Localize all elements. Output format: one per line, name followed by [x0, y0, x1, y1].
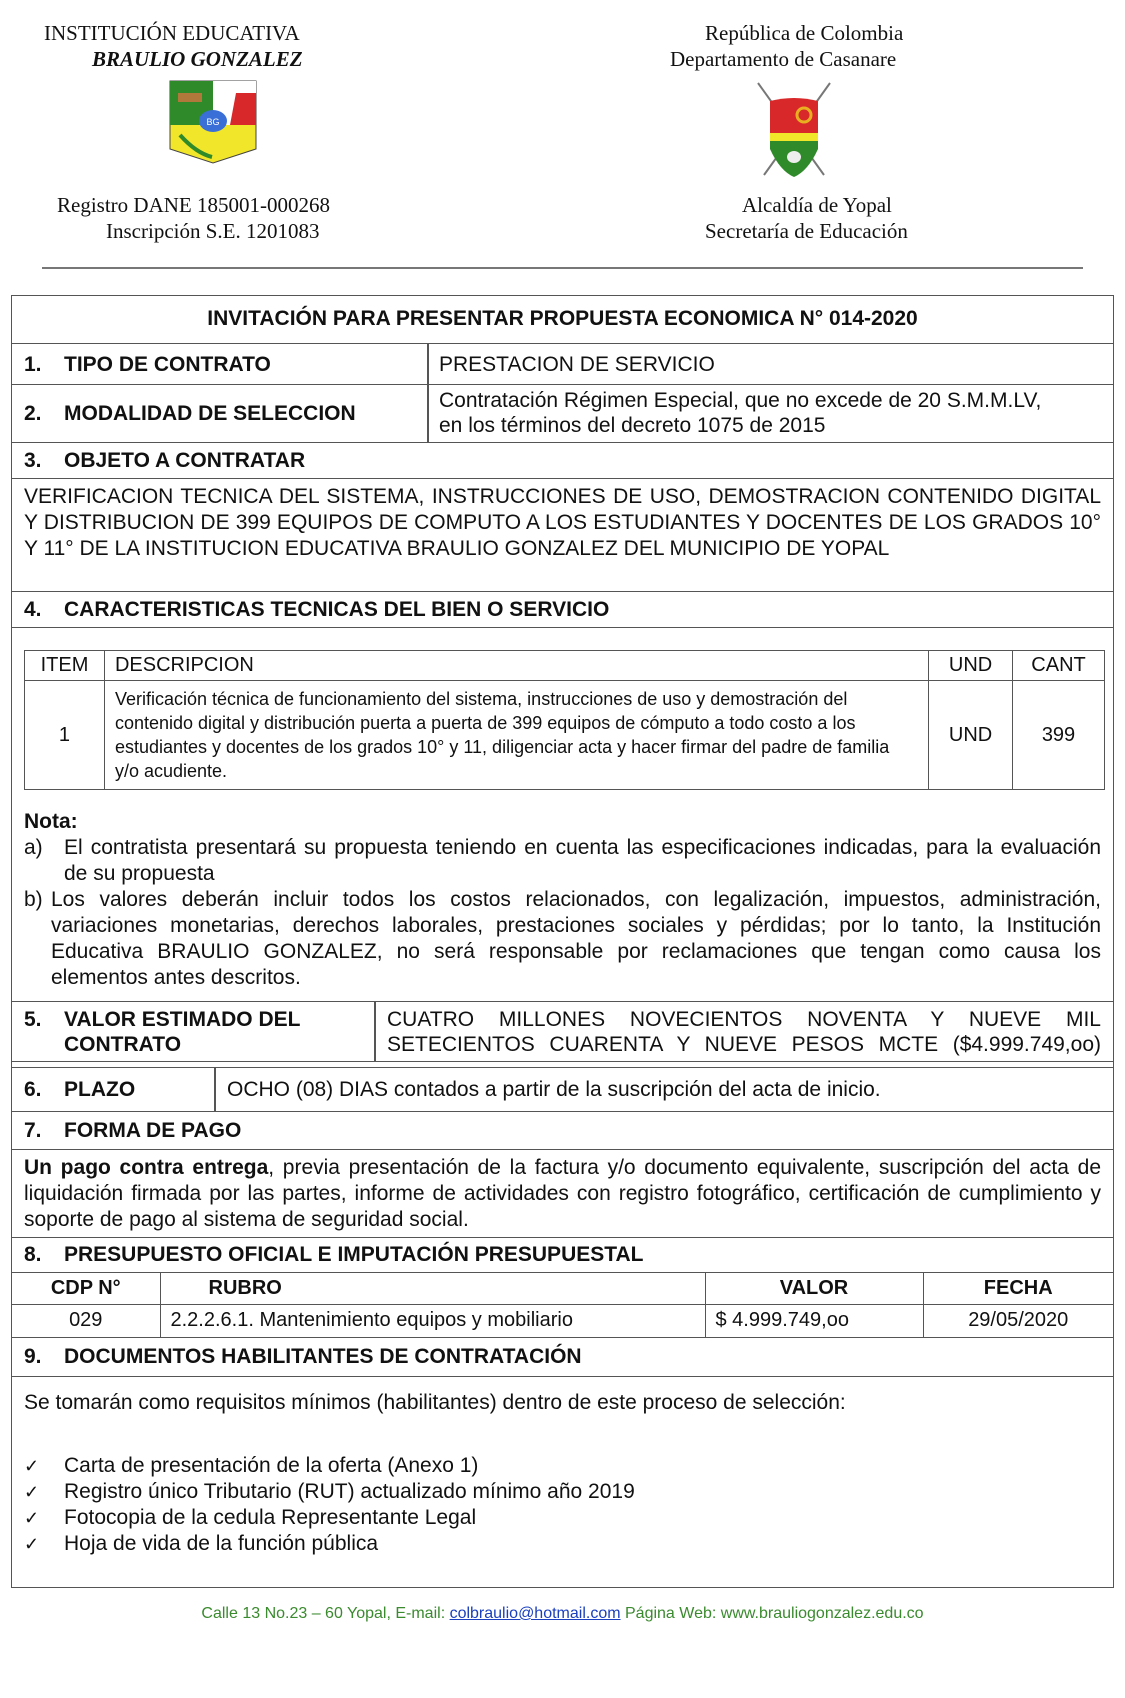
list-item: ✓ Hoja de vida de la función pública [24, 1532, 379, 1555]
objeto-text: VERIFICACION TECNICA DEL SISTEMA, INSTRUCCIONES DE USO, DEMOSTRACION CONTENIDO DIGITAL Y DISTRIBUCION DE 399 EQUIPOS DE COMPUTO A LOS ESTUDIANTES Y DOCENTES DE LOS GRADOS 10° Y 11° DE LA INSTITUCION EDUCATIVA BRAULIO GONZALEZ DEL MUNICIPIO DE YOPAL [24, 485, 1101, 560]
budget-table [12, 1272, 1113, 1337]
section-forma-pago [12, 1112, 1113, 1150]
government-header [670, 20, 940, 243]
valor: $ 4.999.749,oo [705, 1305, 923, 1337]
section-label: 8. PRESUPUESTO OFICIAL E IMPUTACIÓN PRESUPUESTAL [24, 1243, 644, 1266]
section-tipo-contrato [12, 344, 1113, 385]
section-caracteristicas [12, 592, 1113, 628]
item-description: Verificación técnica de funcionamiento del sistema, instrucciones de uso y demostración del contenido digital y distribución puerta a puerta de 399 equipos de cómputo a todo costo a los estudiantes y docentes de los grados 10° y 11, diligenciar acta y hacer firmar del padre de familia y/o acudiente. [104, 681, 928, 790]
item-unit: UND [929, 681, 1013, 790]
section-label: 5. VALOR ESTIMADO DEL CONTRATO [24, 1008, 301, 1056]
section-plazo [12, 1068, 1113, 1112]
institution-type: INSTITUCIÓN EDUCATIVA [44, 21, 300, 45]
fecha: 29/05/2020 [923, 1305, 1113, 1337]
footer-address: Calle 13 No.23 – 60 Yopal, E-mail: [201, 1605, 450, 1622]
tipo-contrato-value: PRESTACION DE SERVICIO [439, 353, 715, 376]
documentos-checklist [24, 1453, 635, 1557]
header-divider [42, 267, 1083, 269]
note-title: Nota: [24, 810, 78, 833]
invitation-form [11, 295, 1114, 1588]
check-icon: ✓ [24, 1534, 40, 1554]
budget-table-header: CDP N° RUBRO VALOR FECHA [12, 1273, 1113, 1305]
list-item: ✓ Carta de presentación de la oferta (Anexo 1) [24, 1454, 479, 1477]
valor-estimado-value: CUATRO MILLONES NOVECIENTOS NOVENTA Y NUEVE MIL SETECIENTOS CUARENTA Y NUEVE PESOS MCTE ($4.999.749,oo) [387, 1008, 1101, 1056]
section-label: 4. CARACTERISTICAS TECNICAS DEL BIEN O SERVICIO [24, 598, 610, 621]
rubro: 2.2.2.6.1. Mantenimiento equipos y mobiliario [160, 1305, 705, 1337]
svg-text:BG: BG [206, 117, 220, 127]
check-icon: ✓ [24, 1508, 40, 1528]
item-quantity: 399 [1013, 681, 1105, 790]
section-label: 3. OBJETO A CONTRATAR [24, 449, 306, 472]
objeto-text-row [12, 479, 1113, 592]
section-valor-estimado [12, 1002, 1113, 1062]
documentos-intro: Se tomarán como requisitos mínimos (habilitantes) dentro de este proceso de selección: [24, 1391, 846, 1414]
inscripcion-se: Inscripción S.E. 1201083 [106, 219, 320, 243]
table-row [12, 1305, 1113, 1337]
section-label: 9. DOCUMENTOS HABILITANTES DE CONTRATACIÓN [24, 1345, 582, 1368]
footer-web: Página Web: www.brauliogonzalez.edu.co [620, 1605, 924, 1622]
section-objeto [12, 443, 1113, 479]
note-item: b) Los valores deberán incluir todos los costos relacionados, con legalización, impuestos, administración, variaciones monetarias, derechos laborales, prestaciones sociales y pérdidas; por lo tanto, la Institución Educativa BRAULIO GONZALEZ, no será responsable por reclamaciones que tengan como causa los elementos antes descritos. [24, 888, 1101, 989]
check-icon: ✓ [24, 1482, 40, 1502]
cdp-number: 029 [12, 1305, 160, 1337]
items-table-header: ITEM DESCRIPCION UND CANT [25, 651, 1105, 681]
department-name: Departamento de Casanare [670, 47, 897, 71]
check-icon: ✓ [24, 1456, 40, 1476]
section-label: 7. FORMA DE PAGO [24, 1119, 242, 1142]
section-label: 2. MODALIDAD DE SELECCION [24, 402, 356, 425]
item-number: 1 [25, 681, 105, 790]
note-item: a) El contratista presentará su propuesta teniendo en cuenta las especificaciones indicadas, para la evaluación de su propuesta [24, 836, 1101, 885]
institution-name: BRAULIO GONZALEZ [92, 47, 303, 71]
republic-name: República de Colombia [705, 21, 904, 45]
plazo-value: OCHO (08) DIAS contados a partir de la suscripción del acta de inicio. [227, 1078, 881, 1101]
list-item: ✓ Registro único Tributario (RUT) actualizado mínimo año 2019 [24, 1480, 635, 1503]
section-modalidad [12, 385, 1113, 443]
section-label: 6. PLAZO [24, 1078, 136, 1101]
alcaldia-name: Alcaldía de Yopal [742, 193, 892, 217]
modalidad-value: Contratación Régimen Especial, que no excede de 20 S.M.M.LV, en los términos del decreto 1075 de 2015 [439, 389, 1042, 437]
form-title-row [12, 296, 1113, 344]
section-label: 1. TIPO DE CONTRATO [24, 353, 271, 376]
forma-pago-text-row [12, 1150, 1113, 1238]
school-crest-logo [166, 79, 260, 165]
forma-pago-text: Un pago contra entrega, previa presentación de la factura y/o documento equivalente, suscripción del acta de liquidación firmada por las partes, informe de actividades con registro fotográfico, certificación de cumplimiento y soporte de pago al sistema de seguridad social. [24, 1156, 1101, 1231]
section-documentos [12, 1337, 1113, 1377]
page-footer [0, 1605, 1125, 1623]
form-title: INVITACIÓN PARA PRESENTAR PROPUESTA ECONOMICA N° 014-2020 [207, 307, 918, 330]
secretaria-name: Secretaría de Educación [705, 219, 908, 243]
list-item: ✓ Fotocopia de la cedula Representante Legal [24, 1506, 477, 1529]
registro-dane: Registro DANE 185001-000268 [57, 193, 330, 217]
footer-email-link[interactable]: colbraulio@hotmail.com [449, 1605, 621, 1622]
casanare-coat-of-arms-logo [752, 79, 836, 179]
section-presupuesto [12, 1238, 1113, 1272]
